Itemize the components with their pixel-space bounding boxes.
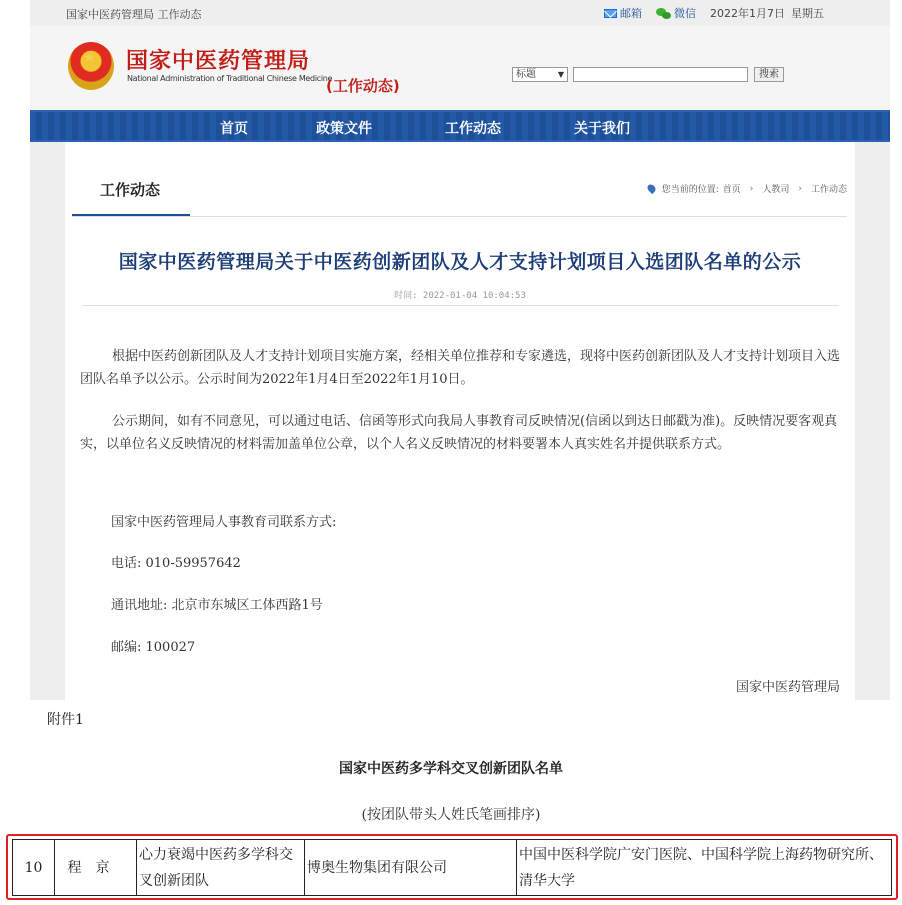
breadcrumb (648, 182, 847, 195)
wechat-link[interactable] (656, 5, 696, 21)
mail-icon (604, 9, 617, 18)
nav-item-home[interactable]: 首页 (220, 121, 248, 137)
search-scope-value: 标题 (516, 69, 536, 80)
main-nav (30, 110, 890, 142)
contact-postcode: 邮编: 100027 (111, 640, 196, 655)
team-list-table (12, 839, 892, 896)
breadcrumb-current[interactable]: 工作动态 (810, 185, 847, 195)
article-time: 时间: 2022-01-04 10:04:53 (394, 291, 526, 301)
article-title: 国家中医药管理局关于中医药创新团队及人才支持计划项目入选团队名单的公示 (118, 251, 802, 273)
table-row (13, 840, 892, 896)
current-date: 2022年1月7日 (710, 7, 785, 20)
national-emblem-icon (68, 42, 114, 90)
contact-heading: 国家中医药管理局人事教育司联系方式: (111, 515, 337, 530)
article-card (65, 142, 855, 700)
site-logo-en: National Administration of Traditional Chinese Medicine (127, 74, 333, 83)
list-subtitle: (按团队带头人姓氏笔画排序) (361, 807, 541, 823)
breadcrumb-home[interactable]: 首页 (722, 185, 741, 195)
top-links (604, 5, 824, 21)
row-leader: 程京 (55, 840, 137, 896)
article-paragraph: 公示期间，如有不同意见，可以通过电话、信函等形式向我局人事教育司反映情况(信函以到达日邮戳为准)。反映情况要客观真实，以单位名义反映情况的材料需加盖单位公章，以个人名义反映情况的材料要署本人真实姓名并提供联系方式。 (80, 414, 838, 452)
contact-phone: 电话: 010-59957642 (111, 556, 241, 571)
search-button[interactable]: 搜索 (754, 67, 784, 82)
site-logo-cn[interactable]: 国家中医药管理局 (126, 49, 311, 74)
location-pin-icon (646, 183, 657, 194)
article-signature: 国家中医药管理局 (735, 680, 840, 695)
row-number: 10 (13, 840, 55, 896)
tab-divider (72, 216, 847, 217)
mail-link[interactable] (604, 5, 642, 21)
nav-item-about[interactable]: 关于我们 (574, 121, 630, 137)
article-paragraph: 根据中医药创新团队及人才支持计划项目实施方案，经相关单位推荐和专家遴选，现将中医药创新团队及人才支持计划项目入选团队名单予以公示。公示时间为2022年1月4日至2022年1月10日。 (80, 349, 841, 387)
mail-label: 邮箱 (620, 7, 642, 20)
top-breadcrumb: 国家中医药管理局 工作动态 (66, 8, 202, 21)
search-scope-select[interactable] (512, 67, 568, 82)
current-weekday: 星期五 (791, 7, 824, 20)
attachment-label: 附件1 (47, 712, 84, 728)
list-title: 国家中医药多学科交叉创新团队名单 (339, 761, 563, 777)
tab-news[interactable] (72, 142, 190, 217)
title-divider (82, 305, 839, 306)
chevron-down-icon: ▼ (557, 70, 564, 79)
chevron-right-icon: › (798, 183, 802, 194)
breadcrumb-department[interactable]: 人教司 (762, 185, 790, 195)
wechat-icon (656, 8, 671, 19)
site-subtitle: (工作动态) (326, 77, 400, 95)
nav-item-policy[interactable]: 政策文件 (316, 121, 372, 137)
row-team: 心力衰竭中医药多学科交叉创新团队 (137, 840, 305, 896)
nav-item-news[interactable]: 工作动态 (445, 121, 501, 137)
chevron-right-icon: › (749, 183, 754, 194)
wechat-label: 微信 (674, 7, 696, 20)
site-header (30, 26, 890, 110)
search-input[interactable] (573, 67, 748, 82)
breadcrumb-prefix: 您当前的位置: (661, 185, 719, 195)
contact-address: 通讯地址: 北京市东城区工体西路1号 (111, 598, 323, 613)
row-partners: 中国中医科学院广安门医院、中国科学院上海药物研究所、清华大学 (517, 840, 892, 896)
top-bar (30, 0, 890, 26)
tab-news-label: 工作动态 (100, 181, 161, 199)
row-company: 博奥生物集团有限公司 (305, 840, 517, 896)
